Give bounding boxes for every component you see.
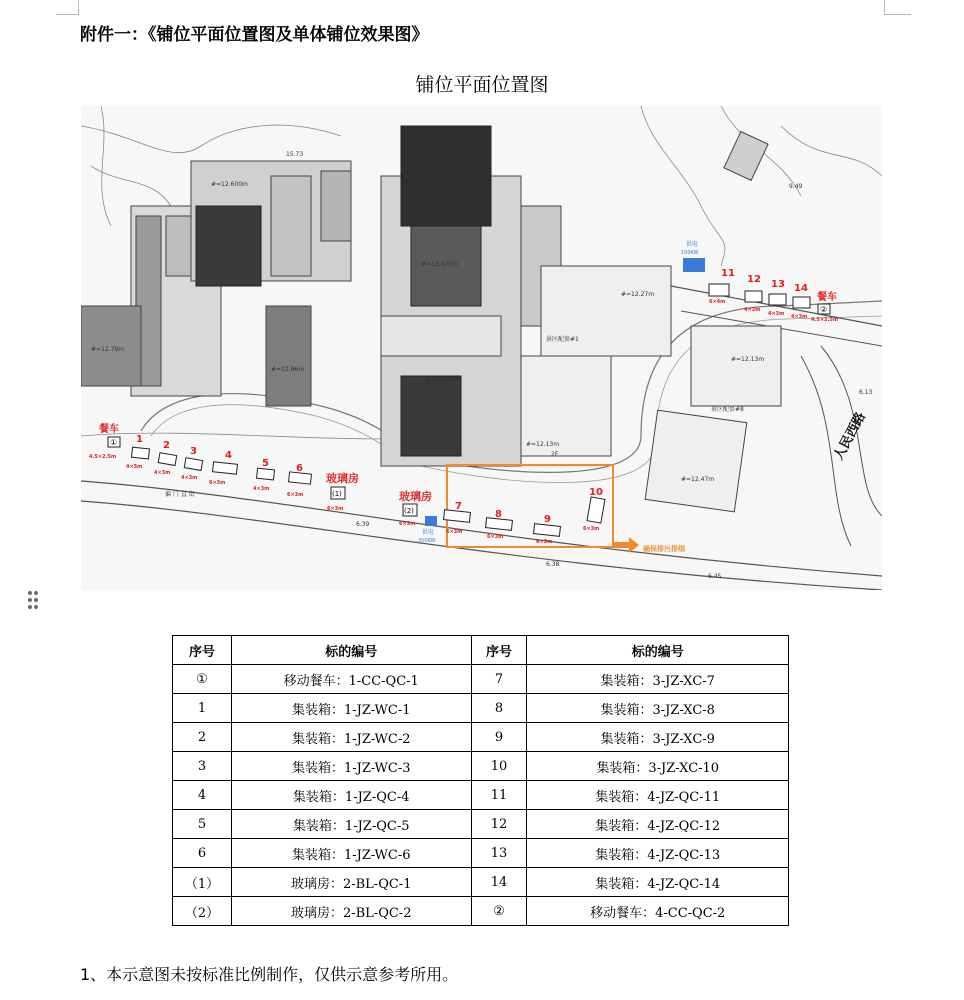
table-row [173, 868, 789, 897]
lot-9-id: 9 [544, 514, 551, 525]
lot-5-size: 4×3m [253, 486, 270, 492]
lot-14-size: 4×3m [791, 314, 808, 320]
lot-glass-2-id: (2) [404, 507, 414, 515]
lot-8-id: 8 [495, 509, 502, 520]
elevation-2: 6.13 [859, 389, 873, 396]
cell-code: 集装箱：1-JZ-WC-3 [231, 752, 471, 781]
lot-9-size: 6×3m [536, 539, 553, 545]
page-corner-mark-right [884, 0, 911, 15]
lot-13-id: 13 [771, 279, 785, 290]
table-row [173, 810, 789, 839]
cell-seq: （2） [173, 897, 232, 926]
lot-box-9 [534, 524, 561, 537]
elevation-3: 6.38 [546, 561, 560, 568]
cell-seq: 1 [173, 694, 232, 723]
lot-13-size: 4×3m [768, 311, 785, 317]
site-plan-map [81, 106, 882, 590]
cell-seq: 5 [173, 810, 232, 839]
building-label-j: #=12.79m [91, 346, 125, 353]
cell-seq: 14 [471, 868, 527, 897]
lot-12-size: 4×3m [744, 307, 761, 313]
elevation-1: 15.73 [286, 151, 304, 158]
power-top-kw: 100KW [681, 250, 699, 256]
cell-seq: 4 [173, 781, 232, 810]
lot-3-id: 3 [190, 446, 197, 457]
table-header-row [173, 636, 789, 665]
lot-11-id: 11 [721, 268, 735, 279]
cell-seq: 6 [173, 839, 232, 868]
lot-5-id: 5 [262, 458, 269, 469]
cell-code: 集装箱：1-JZ-WC-1 [231, 694, 471, 723]
lot-11-size: 6×4m [709, 299, 726, 305]
building-label-a: #=12.600m [211, 181, 248, 188]
lot-1-size: 4×3m [126, 464, 143, 470]
power-box-bottom [425, 516, 437, 526]
cell-code: 移动餐车：1-CC-QC-1 [231, 665, 471, 694]
building-label-h: #=12.13m [526, 441, 560, 448]
cell-code: 集装箱：1-JZ-QC-4 [231, 781, 471, 810]
header-seq-1: 序号 [173, 636, 232, 665]
food-truck-1-label: 餐车 [99, 424, 119, 435]
power-box-top [683, 258, 705, 272]
cell-code: 集装箱：4-JZ-QC-12 [527, 810, 789, 839]
lot-food-truck-2-size: 4.5×2.5m [811, 317, 839, 323]
site-plan-drawing [81, 106, 882, 590]
lot-2-size: 4×3m [154, 470, 171, 476]
building-label-c: #=12.27m [621, 291, 655, 298]
elevation-4: 6.45 [708, 573, 722, 580]
lot-1-id: 1 [136, 434, 143, 445]
gate-street-label: 偏 门 直 街 [165, 491, 195, 498]
lot-4-id: 4 [225, 450, 232, 461]
lot-box-13 [769, 294, 786, 305]
cell-seq: 10 [471, 752, 527, 781]
cell-seq: 3 [173, 752, 232, 781]
power-bottom-label: 供电 [422, 529, 435, 536]
drag-handle-icon[interactable] [28, 589, 40, 613]
table-row [173, 752, 789, 781]
lot-12-id: 12 [747, 274, 761, 285]
lot-box-1 [132, 447, 150, 459]
lot-box-14 [793, 297, 810, 308]
cell-seq: 8 [471, 694, 527, 723]
lot-glass-2-size: 6×3m [399, 521, 416, 527]
page-corner-mark-left [56, 0, 79, 15]
cell-code: 集装箱：1-JZ-WC-2 [231, 723, 471, 752]
lot-7-size: 6×3m [446, 529, 463, 535]
lot-food-truck-1-size: 4.5×2.5m [89, 454, 117, 460]
lot-6-size: 6×3m [287, 492, 304, 498]
table-row [173, 694, 789, 723]
building-label-g: #=12.96m [426, 376, 460, 383]
cell-code: 玻璃房：2-BL-QC-1 [231, 868, 471, 897]
lot-box-4 [213, 462, 238, 474]
lot-box-5 [257, 468, 275, 480]
lot-4-size: 6×3m [209, 480, 226, 486]
glass-house-2-label: 玻璃房 [399, 490, 432, 503]
lot-14-id: 14 [794, 283, 808, 294]
table-row [173, 839, 789, 868]
header-seq-2: 序号 [471, 636, 527, 665]
cell-code: 集装箱：3-JZ-XC-8 [527, 694, 789, 723]
lot-glass-1-size: 6×3m [327, 506, 344, 512]
lot-8-size: 6×3m [487, 534, 504, 540]
elevation-5: 6.39 [356, 521, 370, 528]
attachment-heading: 附件一：《铺位平面位置图及单体铺位效果图》 [80, 25, 429, 45]
building-label-k: #=12.96m [271, 366, 305, 373]
cell-code: 集装箱：4-JZ-QC-13 [527, 839, 789, 868]
map-title: 铺位平面位置图 [415, 74, 549, 96]
building-label-e: 景区配套#8 [711, 406, 744, 413]
lot-3-size: 4×3m [181, 475, 198, 481]
cell-seq: 12 [471, 810, 527, 839]
cell-seq: 13 [471, 839, 527, 868]
cell-seq: （1） [173, 868, 232, 897]
lot-7-id: 7 [455, 501, 462, 512]
cell-seq: 11 [471, 781, 527, 810]
power-bottom-kw: 350KW [418, 538, 436, 544]
lot-table [172, 635, 789, 926]
cell-seq: ① [173, 665, 232, 694]
lot-food-truck-2-id: ② [820, 305, 828, 314]
building-label-f: #=12.47m [681, 476, 715, 483]
lot-food-truck-1-id: ① [110, 438, 118, 447]
food-truck-2-label: 餐车 [817, 292, 837, 303]
lot-glass-1-id: (1) [332, 490, 342, 498]
cell-code: 集装箱：3-JZ-XC-10 [527, 752, 789, 781]
cell-code: 集装箱：3-JZ-XC-7 [527, 665, 789, 694]
table-row [173, 897, 789, 926]
cell-code: 集装箱：1-JZ-QC-5 [231, 810, 471, 839]
table-row [173, 665, 789, 694]
cell-seq: ② [471, 897, 527, 926]
header-code-2: 标的编号 [527, 636, 789, 665]
lot-box-12 [745, 291, 762, 302]
building-label-h2: 2F [551, 451, 559, 458]
lot-2-id: 2 [163, 440, 170, 451]
lot-box-11 [709, 284, 729, 296]
cell-seq: 2 [173, 723, 232, 752]
glass-house-1-label: 玻璃房 [326, 472, 359, 485]
table-row [173, 723, 789, 752]
lot-10-size: 6×3m [583, 526, 600, 532]
cell-code: 集装箱：4-JZ-QC-14 [527, 868, 789, 897]
cell-code: 集装箱：4-JZ-QC-11 [527, 781, 789, 810]
building-label-b: #=12.81m [431, 161, 465, 168]
elevation-6: 9.49 [789, 183, 803, 190]
footnote: 1、本示意图未按标准比例制作，仅供示意参考所用。 [80, 965, 459, 984]
table-row [173, 781, 789, 810]
cell-seq: 7 [471, 665, 527, 694]
cell-code: 集装箱：1-JZ-WC-6 [231, 839, 471, 868]
cell-code: 移动餐车：4-CC-QC-2 [527, 897, 789, 926]
header-code-1: 标的编号 [231, 636, 471, 665]
cell-seq: 9 [471, 723, 527, 752]
power-top-label: 供电 [686, 241, 699, 248]
cell-code: 集装箱：3-JZ-XC-9 [527, 723, 789, 752]
building-label-d: 景区配套#1 [546, 336, 579, 343]
road-label: 人民西路 [831, 409, 869, 463]
building-label-i: #=12.13m [731, 356, 765, 363]
building-label-l: #=12.475m [421, 261, 458, 268]
lot-10-id: 10 [589, 487, 603, 498]
lot-6-id: 6 [296, 463, 303, 474]
drain-label: 确保排污排烟 [643, 545, 685, 553]
cell-code: 玻璃房：2-BL-QC-2 [231, 897, 471, 926]
